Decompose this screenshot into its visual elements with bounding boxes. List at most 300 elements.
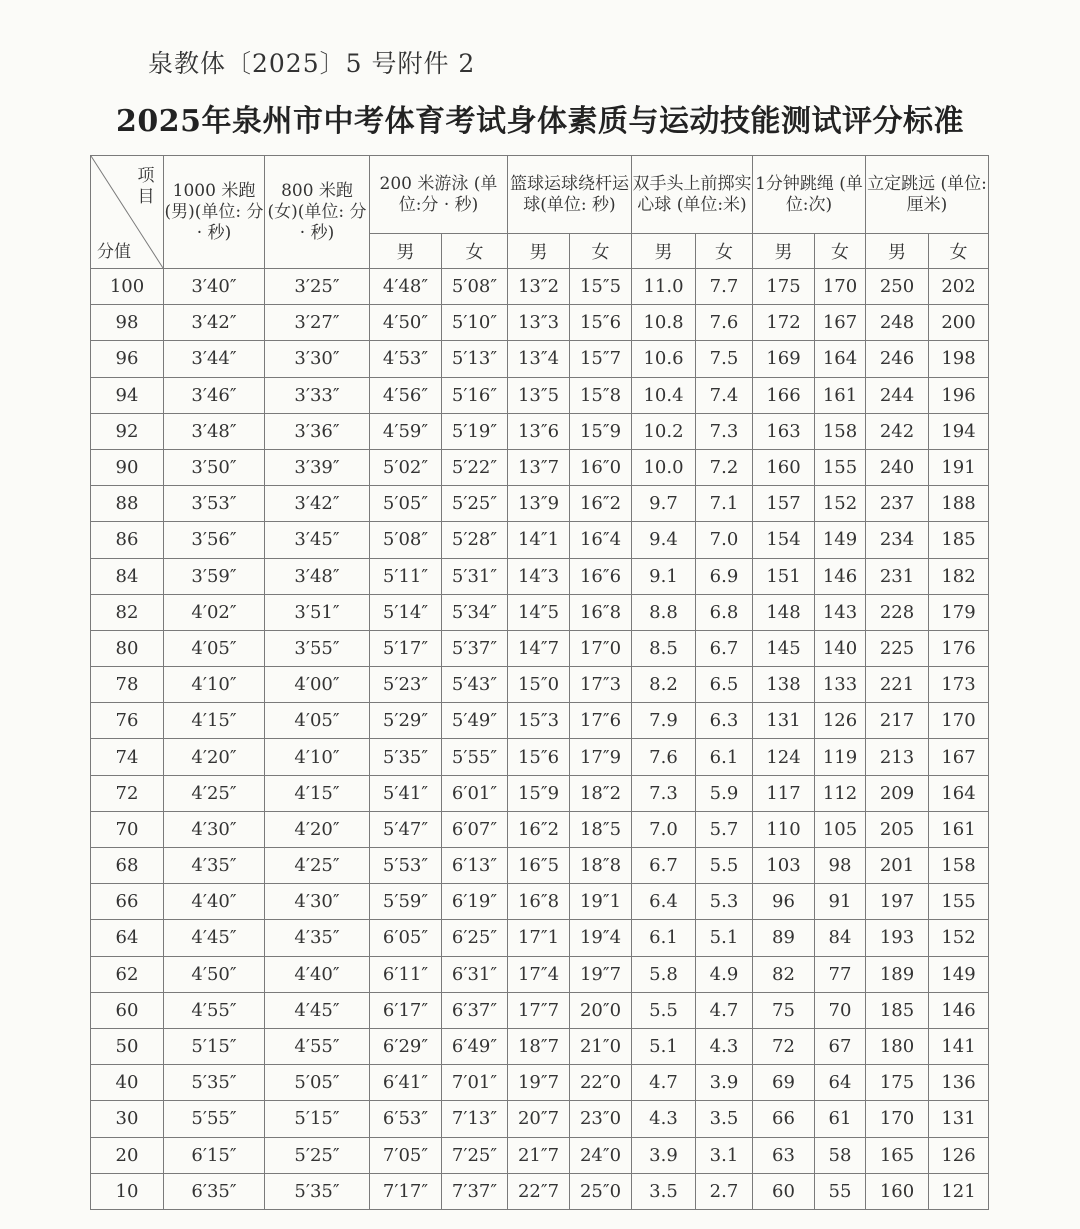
cell-dribble-female: 16″2 [570, 486, 632, 522]
cell-rope-male: 172 [753, 305, 815, 341]
cell-ball-female: 7.6 [696, 305, 753, 341]
cell-swim-female: 5′13″ [442, 341, 508, 377]
cell-ball-female: 5.3 [696, 884, 753, 920]
cell-run-1000m-male: 4′40″ [164, 884, 265, 920]
cell-swim-male: 7′05″ [370, 1137, 442, 1173]
cell-score: 70 [91, 811, 164, 847]
cell-rope-female: 164 [815, 341, 866, 377]
cell-swim-male: 5′05″ [370, 486, 442, 522]
cell-jump-male: 228 [866, 594, 929, 630]
gender-male-label: 男 [370, 234, 442, 269]
gender-male-label: 男 [753, 234, 815, 269]
cell-run-1000m-male: 5′55″ [164, 1101, 265, 1137]
cell-swim-male: 6′29″ [370, 1028, 442, 1064]
cell-ball-male: 4.7 [632, 1065, 696, 1101]
cell-ball-male: 11.0 [632, 269, 696, 305]
cell-run-1000m-male: 3′48″ [164, 413, 265, 449]
cell-rope-male: 160 [753, 449, 815, 485]
cell-rope-female: 98 [815, 848, 866, 884]
cell-jump-male: 205 [866, 811, 929, 847]
cell-jump-female: 121 [929, 1173, 989, 1209]
cell-dribble-female: 16″4 [570, 522, 632, 558]
cell-jump-female: 198 [929, 341, 989, 377]
cell-run-1000m-male: 3′53″ [164, 486, 265, 522]
cell-ball-female: 7.3 [696, 413, 753, 449]
cell-dribble-male: 13″5 [508, 377, 570, 413]
cell-dribble-male: 17″4 [508, 956, 570, 992]
cell-ball-male: 3.9 [632, 1137, 696, 1173]
cell-swim-female: 5′08″ [442, 269, 508, 305]
cell-dribble-female: 20″0 [570, 992, 632, 1028]
cell-ball-male: 6.7 [632, 848, 696, 884]
cell-jump-male: 248 [866, 305, 929, 341]
cell-run-1000m-male: 3′42″ [164, 305, 265, 341]
cell-rope-male: 66 [753, 1101, 815, 1137]
cell-swim-female: 5′10″ [442, 305, 508, 341]
cell-run-1000m-male: 3′56″ [164, 522, 265, 558]
cell-jump-male: 201 [866, 848, 929, 884]
document-reference: 泉教体〔2025〕5 号附件 2 [148, 49, 476, 78]
cell-run-800m-female: 4′25″ [265, 848, 370, 884]
cell-run-800m-female: 3′36″ [265, 413, 370, 449]
cell-jump-female: 164 [929, 775, 989, 811]
cell-jump-female: 131 [929, 1101, 989, 1137]
cell-run-800m-female: 4′10″ [265, 739, 370, 775]
cell-jump-female: 200 [929, 305, 989, 341]
cell-dribble-female: 18″2 [570, 775, 632, 811]
cell-jump-male: 221 [866, 667, 929, 703]
header-rope-skipping: 1分钟跳绳 (单位:次) [753, 156, 866, 234]
cell-ball-female: 7.2 [696, 449, 753, 485]
cell-swim-male: 6′41″ [370, 1065, 442, 1101]
cell-swim-male: 6′53″ [370, 1101, 442, 1137]
cell-swim-female: 5′16″ [442, 377, 508, 413]
table-row [91, 1173, 989, 1209]
cell-ball-female: 4.9 [696, 956, 753, 992]
cell-dribble-male: 21″7 [508, 1137, 570, 1173]
cell-rope-female: 67 [815, 1028, 866, 1064]
cell-dribble-male: 15″6 [508, 739, 570, 775]
cell-dribble-male: 14″3 [508, 558, 570, 594]
cell-run-1000m-male: 4′50″ [164, 956, 265, 992]
cell-swim-female: 5′43″ [442, 667, 508, 703]
cell-score: 100 [91, 269, 164, 305]
cell-dribble-male: 19″7 [508, 1065, 570, 1101]
cell-run-800m-female: 3′42″ [265, 486, 370, 522]
cell-rope-male: 154 [753, 522, 815, 558]
cell-ball-male: 10.4 [632, 377, 696, 413]
cell-run-800m-female: 4′20″ [265, 811, 370, 847]
cell-swim-female: 5′19″ [442, 413, 508, 449]
cell-swim-male: 5′23″ [370, 667, 442, 703]
cell-run-1000m-male: 4′20″ [164, 739, 265, 775]
table-row [91, 594, 989, 630]
cell-score: 30 [91, 1101, 164, 1137]
cell-swim-male: 5′41″ [370, 775, 442, 811]
cell-swim-female: 6′07″ [442, 811, 508, 847]
cell-score: 98 [91, 305, 164, 341]
cell-run-800m-female: 4′45″ [265, 992, 370, 1028]
cell-rope-female: 140 [815, 630, 866, 666]
cell-ball-female: 5.5 [696, 848, 753, 884]
cell-ball-female: 2.7 [696, 1173, 753, 1209]
cell-swim-male: 6′05″ [370, 920, 442, 956]
gender-male-label: 男 [632, 234, 696, 269]
cell-score: 66 [91, 884, 164, 920]
header-1000m-run: 1000 米跑 (男)(单位: 分 · 秒) [164, 156, 265, 269]
cell-run-800m-female: 4′30″ [265, 884, 370, 920]
cell-dribble-male: 14″7 [508, 630, 570, 666]
table-row [91, 811, 989, 847]
cell-rope-male: 169 [753, 341, 815, 377]
cell-rope-male: 175 [753, 269, 815, 305]
cell-dribble-male: 17″1 [508, 920, 570, 956]
cell-ball-male: 10.2 [632, 413, 696, 449]
cell-rope-female: 143 [815, 594, 866, 630]
cell-swim-male: 5′11″ [370, 558, 442, 594]
cell-rope-female: 155 [815, 449, 866, 485]
cell-run-800m-female: 3′45″ [265, 522, 370, 558]
cell-swim-female: 6′31″ [442, 956, 508, 992]
cell-jump-male: 225 [866, 630, 929, 666]
table-row [91, 1137, 989, 1173]
cell-swim-male: 4′53″ [370, 341, 442, 377]
cell-dribble-male: 15″0 [508, 667, 570, 703]
cell-ball-male: 5.5 [632, 992, 696, 1028]
table-row [91, 1101, 989, 1137]
cell-jump-male: 244 [866, 377, 929, 413]
cell-rope-male: 166 [753, 377, 815, 413]
cell-swim-female: 5′31″ [442, 558, 508, 594]
cell-dribble-male: 16″5 [508, 848, 570, 884]
cell-dribble-female: 19″1 [570, 884, 632, 920]
cell-swim-male: 4′59″ [370, 413, 442, 449]
cell-run-1000m-male: 4′45″ [164, 920, 265, 956]
cell-dribble-female: 16″6 [570, 558, 632, 594]
cell-jump-female: 202 [929, 269, 989, 305]
cell-jump-female: 136 [929, 1065, 989, 1101]
cell-ball-female: 4.7 [696, 992, 753, 1028]
cell-ball-male: 7.0 [632, 811, 696, 847]
cell-rope-male: 131 [753, 703, 815, 739]
cell-ball-female: 3.5 [696, 1101, 753, 1137]
cell-jump-male: 231 [866, 558, 929, 594]
cell-rope-male: 89 [753, 920, 815, 956]
cell-swim-female: 6′19″ [442, 884, 508, 920]
cell-rope-female: 152 [815, 486, 866, 522]
cell-ball-male: 7.3 [632, 775, 696, 811]
cell-jump-female: 182 [929, 558, 989, 594]
cell-dribble-male: 22″7 [508, 1173, 570, 1209]
cell-rope-female: 167 [815, 305, 866, 341]
cell-dribble-male: 13″7 [508, 449, 570, 485]
table-row [91, 992, 989, 1028]
cell-jump-female: 194 [929, 413, 989, 449]
cell-run-800m-female: 5′05″ [265, 1065, 370, 1101]
cell-jump-male: 250 [866, 269, 929, 305]
cell-ball-female: 7.1 [696, 486, 753, 522]
corner-header-cell [91, 156, 164, 269]
cell-score: 74 [91, 739, 164, 775]
cell-run-1000m-male: 4′35″ [164, 848, 265, 884]
cell-swim-female: 6′25″ [442, 920, 508, 956]
cell-swim-male: 4′48″ [370, 269, 442, 305]
cell-run-800m-female: 5′35″ [265, 1173, 370, 1209]
cell-swim-male: 5′14″ [370, 594, 442, 630]
table-row [91, 1028, 989, 1064]
cell-rope-male: 148 [753, 594, 815, 630]
cell-dribble-male: 14″1 [508, 522, 570, 558]
cell-run-1000m-male: 4′02″ [164, 594, 265, 630]
cell-rope-female: 70 [815, 992, 866, 1028]
cell-dribble-male: 13″3 [508, 305, 570, 341]
cell-ball-female: 6.9 [696, 558, 753, 594]
cell-swim-male: 5′08″ [370, 522, 442, 558]
cell-score: 88 [91, 486, 164, 522]
cell-score: 60 [91, 992, 164, 1028]
cell-run-1000m-male: 4′30″ [164, 811, 265, 847]
cell-jump-male: 237 [866, 486, 929, 522]
cell-run-1000m-male: 3′59″ [164, 558, 265, 594]
cell-swim-male: 4′56″ [370, 377, 442, 413]
cell-swim-male: 5′35″ [370, 739, 442, 775]
cell-rope-male: 157 [753, 486, 815, 522]
cell-rope-female: 61 [815, 1101, 866, 1137]
cell-dribble-female: 17″6 [570, 703, 632, 739]
gender-female-label: 女 [442, 234, 508, 269]
cell-run-800m-female: 4′35″ [265, 920, 370, 956]
cell-ball-male: 9.4 [632, 522, 696, 558]
cell-jump-male: 209 [866, 775, 929, 811]
cell-jump-female: 152 [929, 920, 989, 956]
cell-jump-female: 141 [929, 1028, 989, 1064]
cell-dribble-female: 15″9 [570, 413, 632, 449]
cell-ball-female: 7.4 [696, 377, 753, 413]
cell-run-800m-female: 3′27″ [265, 305, 370, 341]
cell-dribble-female: 15″6 [570, 305, 632, 341]
cell-ball-male: 5.1 [632, 1028, 696, 1064]
table-row [91, 413, 989, 449]
cell-rope-male: 110 [753, 811, 815, 847]
cell-run-800m-female: 3′48″ [265, 558, 370, 594]
header-medicine-ball: 双手头上前掷实心球 (单位:米) [632, 156, 753, 234]
corner-score-label: 分值 [97, 242, 131, 262]
cell-dribble-female: 15″5 [570, 269, 632, 305]
cell-run-1000m-male: 6′35″ [164, 1173, 265, 1209]
cell-jump-female: 188 [929, 486, 989, 522]
cell-swim-female: 5′28″ [442, 522, 508, 558]
cell-dribble-male: 18″7 [508, 1028, 570, 1064]
cell-jump-male: 234 [866, 522, 929, 558]
cell-rope-female: 126 [815, 703, 866, 739]
table-row [91, 703, 989, 739]
cell-run-1000m-male: 3′44″ [164, 341, 265, 377]
cell-dribble-male: 16″8 [508, 884, 570, 920]
cell-rope-male: 117 [753, 775, 815, 811]
cell-ball-male: 4.3 [632, 1101, 696, 1137]
cell-score: 50 [91, 1028, 164, 1064]
cell-jump-female: 161 [929, 811, 989, 847]
cell-swim-male: 6′11″ [370, 956, 442, 992]
cell-run-800m-female: 3′33″ [265, 377, 370, 413]
cell-swim-female: 6′37″ [442, 992, 508, 1028]
cell-jump-female: 170 [929, 703, 989, 739]
cell-score: 84 [91, 558, 164, 594]
cell-ball-female: 4.3 [696, 1028, 753, 1064]
cell-dribble-male: 16″2 [508, 811, 570, 847]
cell-swim-female: 6′49″ [442, 1028, 508, 1064]
cell-ball-female: 5.7 [696, 811, 753, 847]
cell-jump-female: 191 [929, 449, 989, 485]
scoring-table [90, 155, 989, 1210]
cell-swim-female: 5′25″ [442, 486, 508, 522]
cell-ball-female: 6.1 [696, 739, 753, 775]
cell-score: 78 [91, 667, 164, 703]
cell-dribble-male: 13″6 [508, 413, 570, 449]
cell-dribble-female: 16″8 [570, 594, 632, 630]
cell-run-1000m-male: 5′15″ [164, 1028, 265, 1064]
cell-jump-male: 170 [866, 1101, 929, 1137]
cell-jump-male: 193 [866, 920, 929, 956]
cell-run-800m-female: 3′39″ [265, 449, 370, 485]
cell-run-1000m-male: 5′35″ [164, 1065, 265, 1101]
gender-female-label: 女 [570, 234, 632, 269]
cell-rope-female: 146 [815, 558, 866, 594]
cell-rope-female: 161 [815, 377, 866, 413]
cell-ball-male: 7.9 [632, 703, 696, 739]
cell-swim-female: 6′01″ [442, 775, 508, 811]
cell-jump-male: 242 [866, 413, 929, 449]
cell-swim-female: 5′37″ [442, 630, 508, 666]
cell-rope-female: 58 [815, 1137, 866, 1173]
cell-swim-male: 5′47″ [370, 811, 442, 847]
cell-ball-male: 6.1 [632, 920, 696, 956]
cell-dribble-female: 17″9 [570, 739, 632, 775]
cell-jump-male: 175 [866, 1065, 929, 1101]
cell-score: 68 [91, 848, 164, 884]
gender-male-label: 男 [866, 234, 929, 269]
cell-jump-female: 173 [929, 667, 989, 703]
cell-rope-male: 145 [753, 630, 815, 666]
cell-dribble-female: 17″3 [570, 667, 632, 703]
cell-jump-female: 126 [929, 1137, 989, 1173]
cell-dribble-female: 19″4 [570, 920, 632, 956]
cell-run-1000m-male: 3′40″ [164, 269, 265, 305]
cell-ball-female: 5.9 [696, 775, 753, 811]
cell-swim-female: 5′34″ [442, 594, 508, 630]
cell-ball-male: 9.1 [632, 558, 696, 594]
cell-rope-female: 119 [815, 739, 866, 775]
cell-ball-female: 6.8 [696, 594, 753, 630]
cell-jump-male: 180 [866, 1028, 929, 1064]
cell-score: 80 [91, 630, 164, 666]
cell-run-800m-female: 4′40″ [265, 956, 370, 992]
cell-swim-male: 6′17″ [370, 992, 442, 1028]
cell-swim-male: 5′53″ [370, 848, 442, 884]
table-row [91, 956, 989, 992]
cell-dribble-male: 20″7 [508, 1101, 570, 1137]
cell-ball-female: 7.5 [696, 341, 753, 377]
cell-rope-female: 112 [815, 775, 866, 811]
table-row [91, 920, 989, 956]
cell-score: 82 [91, 594, 164, 630]
cell-run-800m-female: 5′15″ [265, 1101, 370, 1137]
cell-rope-male: 96 [753, 884, 815, 920]
cell-score: 90 [91, 449, 164, 485]
corner-item-label: 项目 [137, 166, 155, 207]
cell-ball-female: 7.7 [696, 269, 753, 305]
cell-rope-male: 63 [753, 1137, 815, 1173]
cell-dribble-female: 23″0 [570, 1101, 632, 1137]
cell-run-1000m-male: 6′15″ [164, 1137, 265, 1173]
cell-ball-female: 7.0 [696, 522, 753, 558]
cell-jump-female: 196 [929, 377, 989, 413]
cell-score: 86 [91, 522, 164, 558]
header-200m-swim: 200 米游泳 (单位:分 · 秒) [370, 156, 508, 234]
cell-rope-female: 55 [815, 1173, 866, 1209]
cell-ball-female: 3.1 [696, 1137, 753, 1173]
cell-dribble-male: 15″9 [508, 775, 570, 811]
cell-swim-female: 7′13″ [442, 1101, 508, 1137]
cell-rope-male: 124 [753, 739, 815, 775]
cell-rope-male: 103 [753, 848, 815, 884]
cell-jump-female: 179 [929, 594, 989, 630]
cell-jump-female: 149 [929, 956, 989, 992]
table-row [91, 1065, 989, 1101]
gender-male-label: 男 [508, 234, 570, 269]
cell-jump-male: 246 [866, 341, 929, 377]
header-800m-run: 800 米跑 (女)(单位: 分 · 秒) [265, 156, 370, 269]
cell-swim-male: 5′59″ [370, 884, 442, 920]
cell-run-800m-female: 4′55″ [265, 1028, 370, 1064]
gender-female-label: 女 [815, 234, 866, 269]
cell-jump-male: 160 [866, 1173, 929, 1209]
cell-dribble-male: 14″5 [508, 594, 570, 630]
cell-ball-male: 8.2 [632, 667, 696, 703]
cell-ball-female: 3.9 [696, 1065, 753, 1101]
cell-ball-female: 5.1 [696, 920, 753, 956]
cell-swim-male: 5′29″ [370, 703, 442, 739]
cell-dribble-female: 24″0 [570, 1137, 632, 1173]
cell-jump-male: 217 [866, 703, 929, 739]
cell-score: 72 [91, 775, 164, 811]
cell-jump-male: 213 [866, 739, 929, 775]
cell-rope-female: 84 [815, 920, 866, 956]
cell-run-1000m-male: 4′25″ [164, 775, 265, 811]
cell-run-800m-female: 5′25″ [265, 1137, 370, 1173]
cell-ball-female: 6.3 [696, 703, 753, 739]
cell-dribble-female: 16″0 [570, 449, 632, 485]
cell-swim-male: 7′17″ [370, 1173, 442, 1209]
cell-jump-male: 240 [866, 449, 929, 485]
cell-jump-female: 176 [929, 630, 989, 666]
cell-rope-male: 151 [753, 558, 815, 594]
cell-jump-female: 146 [929, 992, 989, 1028]
table-row [91, 522, 989, 558]
table-row [91, 305, 989, 341]
gender-female-label: 女 [929, 234, 989, 269]
cell-dribble-female: 18″5 [570, 811, 632, 847]
cell-run-800m-female: 3′30″ [265, 341, 370, 377]
cell-ball-male: 10.8 [632, 305, 696, 341]
cell-dribble-female: 19″7 [570, 956, 632, 992]
cell-jump-male: 189 [866, 956, 929, 992]
cell-swim-female: 5′49″ [442, 703, 508, 739]
cell-score: 64 [91, 920, 164, 956]
table-row [91, 269, 989, 305]
cell-run-800m-female: 3′25″ [265, 269, 370, 305]
cell-swim-female: 7′37″ [442, 1173, 508, 1209]
